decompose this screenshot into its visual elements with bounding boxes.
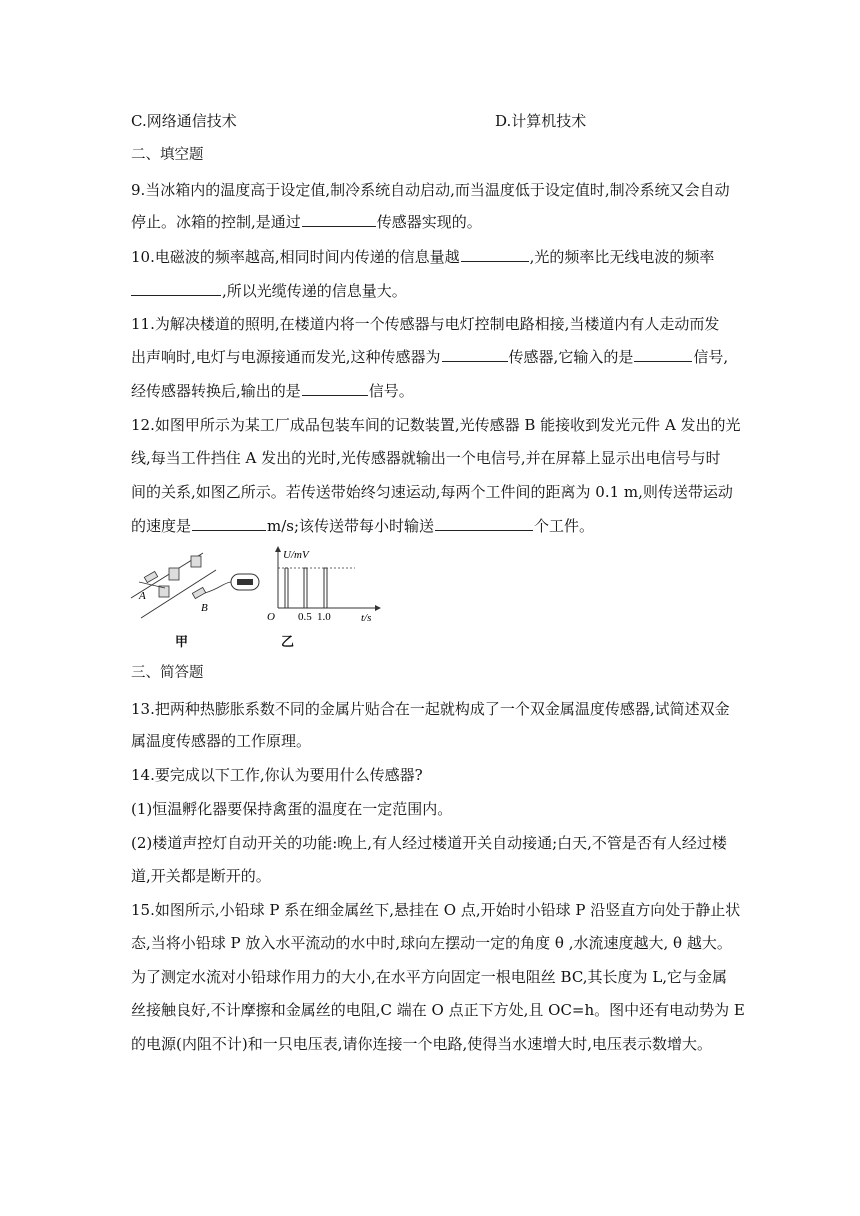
label-a: A (139, 590, 146, 602)
q10-line-2: ,所以光缆传递的信息量大。 (131, 281, 407, 301)
q15-line-4: 丝接触良好,不计摩擦和金属丝的电阻,C 端在 O 点正下方处,且 OC=h。图中还有电动势为 E (131, 1001, 745, 1019)
q11-line-2: 出声响时,电灯与电源接通而发光,这种传感器为 传感器,它输入的是 信号, (131, 348, 729, 366)
q14-line-1: 14.要完成以下工作,你认为要用什么传感器? (131, 766, 423, 784)
answer-blank[interactable] (302, 212, 376, 227)
q13-line-2: 属温度传感器的工作原理。 (131, 732, 312, 750)
q9-line-2: 停止。冰箱的控制,是通过 传感器实现的。 (131, 213, 482, 231)
q12-line-4: 的速度是 m/s;该传送带每小时输送 个工件。 (131, 517, 595, 535)
q15-line-1: 15.如图所示,小铅球 P 系在细金属丝下,悬挂在 O 点,开始时小铅球 P 沿竖直方向处于静止状 (131, 901, 741, 919)
q12-line-2: 线,每当工件挡住 A 发出的光时,光传感器就输出一个电信号,并在屏幕上显示出电信号与时 (131, 449, 721, 467)
q13-line-1: 13.把两种热膨胀系数不同的金属片贴合在一起就构成了一个双金属温度传感器,试简述双金 (131, 700, 730, 718)
origin-label: O (267, 611, 275, 623)
q14-line-2: (1)恒温孵化器要保持禽蛋的温度在一定范围内。 (131, 800, 453, 818)
answer-blank[interactable] (131, 281, 221, 296)
q11-line-1: 11.为解决楼道的照明,在楼道内将一个传感器与电灯控制电路相接,当楼道内有人走动而发 (131, 315, 720, 333)
answer-blank[interactable] (442, 347, 508, 362)
answer-blank[interactable] (192, 516, 266, 531)
q15-line-3: 为了测定水流对小铅球作用力的大小,在水平方向固定一根电阻丝 BC,其长度为 L,它与金属 (131, 968, 728, 986)
option-d: D.计算机技术 (495, 112, 587, 130)
answer-blank[interactable] (461, 247, 529, 262)
answer-blank[interactable] (435, 516, 533, 531)
caption-jia: 甲 (175, 635, 189, 650)
voltage-time-graph (267, 546, 381, 626)
q10-line-1: 10.电磁波的频率越高,相同时间内传递的信息量越 ,光的频率比无线电波的频率 (131, 248, 715, 266)
label-b: B (201, 602, 208, 614)
q15-line-2: 态,当将小铅球 P 放入水平流动的水中时,球向左摆动一定的角度 θ ,水流速度越大, θ 越大。 (131, 934, 732, 952)
q14-line-4: 道,开关都是断开的。 (131, 867, 271, 885)
section-heading-short-answer: 三、简答题 (131, 665, 204, 681)
q12-line-3: 间的关系,如图乙所示。若传送带始终匀速运动,每两个工件间的距离为 0.1 m,则传送带运动 (131, 483, 733, 501)
q14-line-3: (2)楼道声控灯自动开关的功能:晚上,有人经过楼道开关自动接通;白天,不管是否有人经过楼 (131, 834, 727, 852)
q12-line-1: 12.如图甲所示为某工厂成品包装车间的记数装置,光传感器 B 能接收到发光元件 A 发出的光 (131, 416, 741, 434)
conveyor-device-figure (131, 548, 261, 628)
caption-yi: 乙 (281, 635, 295, 650)
x-axis-label: t/s (361, 612, 372, 624)
q12-figures (131, 548, 391, 648)
y-axis-label: U/mV (283, 549, 309, 561)
option-c: C.网络通信技术 (131, 112, 237, 130)
answer-blank[interactable] (634, 347, 692, 362)
q9-line-1: 9.当冰箱内的温度高于设定值,制冷系统自动启动,而当温度低于设定值时,制冷系统又会自动 (131, 181, 730, 199)
tick-label: 0.5 (298, 611, 312, 623)
section-heading-fill-in: 二、填空题 (131, 147, 204, 163)
answer-blank[interactable] (302, 381, 368, 396)
q11-line-3: 经传感器转换后,输出的是 信号。 (131, 382, 414, 400)
tick-label: 1.0 (317, 611, 331, 623)
q15-line-5: 的电源(内阻不计)和一只电压表,请你连接一个电路,使得当水速增大时,电压表示数增大。 (131, 1035, 713, 1053)
